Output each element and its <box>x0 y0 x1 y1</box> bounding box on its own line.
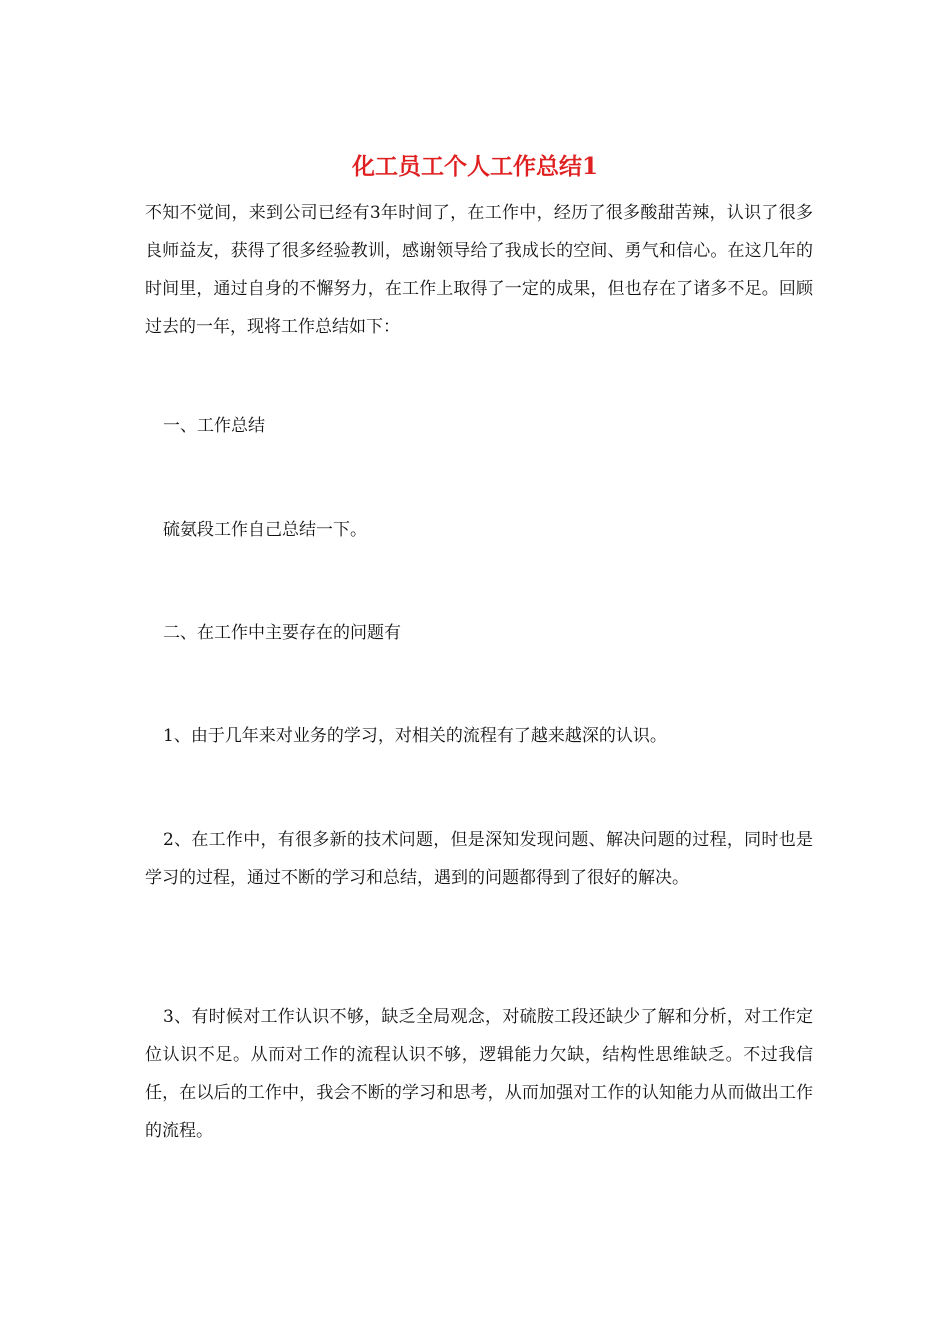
section-heading-work-summary: 一、工作总结 <box>163 416 265 436</box>
intro-paragraph: 不知不觉间，来到公司已经有3年时间了，在工作中，经历了很多酸甜苦辣，认识了很多良师益友，获得了很多经验教训，感谢领导给了我成长的空间、勇气和信心。在这几年的时间里，通过自身的不懈努力，在工作上取得了一定的成果，但也存在了诸多不足。回顾过去的一年，现将工作总结如下： <box>145 203 813 337</box>
list-item-3: 3、有时候对工作认识不够，缺乏全局观念，对硫胺工段还缺少了解和分析，对工作定位认识不足。从而对工作的流程认识不够，逻辑能力欠缺，结构性思维缺乏。不过我信任，在以后的工作中，我会不断的学习和思考，从而加强对工作的认知能力从而做出工作的流程。 <box>145 1007 813 1141</box>
section-heading-problems: 二、在工作中主要存在的问题有 <box>163 623 401 643</box>
list-item-1: 1、由于几年来对业务的学习，对相关的流程有了越来越深的认识。 <box>163 726 667 746</box>
list-item-2: 2、在工作中，有很多新的技术问题，但是深知发现问题、解决问题的过程，同时也是学习的过程，通过不断的学习和总结，遇到的问题都得到了很好的解决。 <box>145 830 813 888</box>
section-body-work-summary: 硫氨段工作自己总结一下。 <box>163 520 367 540</box>
document-title: 化工员工个人工作总结1 <box>351 153 598 180</box>
